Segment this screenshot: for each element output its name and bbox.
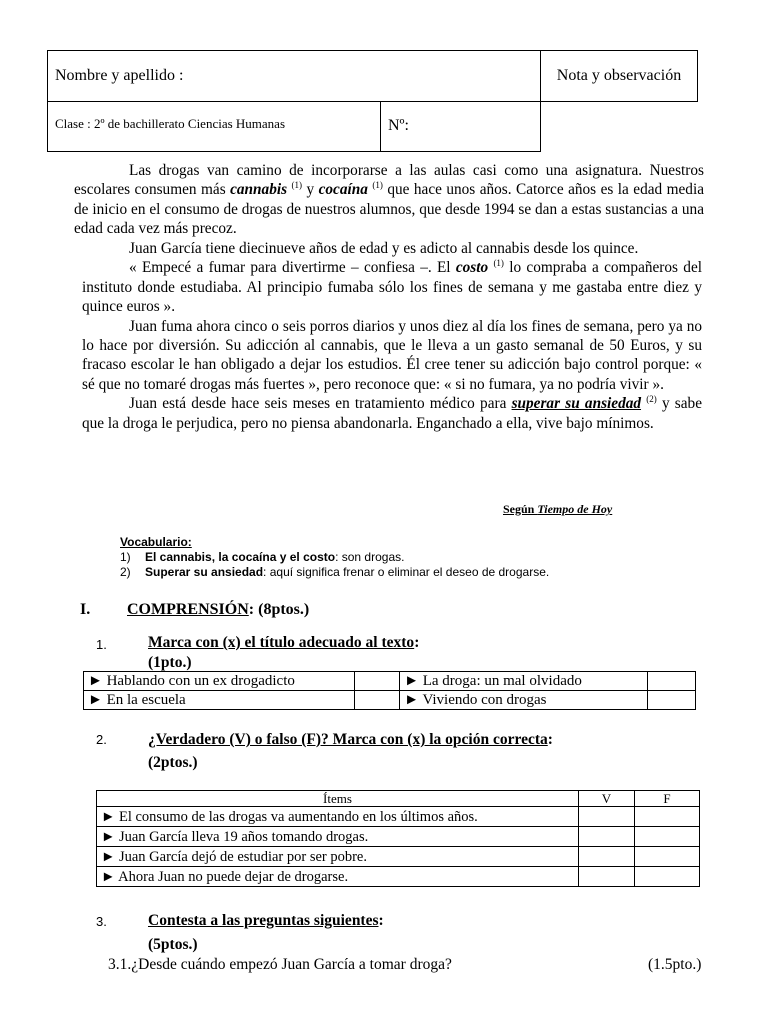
table-row [84, 672, 696, 691]
option-checkbox[interactable] [648, 672, 696, 691]
section-roman: I. [80, 601, 91, 618]
footnote-ref: (1) [493, 258, 504, 269]
paragraph-2: Juan García tiene diecinueve años de edad y es adicto al cannabis desde los quince. [129, 240, 639, 257]
empty-cell [541, 101, 698, 152]
table-row [97, 827, 700, 847]
true-checkbox[interactable] [579, 847, 635, 867]
option-checkbox[interactable] [648, 691, 696, 710]
reading-text-2 [82, 239, 702, 433]
question-3-title: Contesta a las preguntas siguientes: (5ptos.) [148, 912, 384, 953]
statement-cell: ► Juan García lleva 19 años tomando drogas. [97, 827, 579, 847]
source-credit: Según Tiempo de Hoy [503, 502, 613, 516]
reading-text [74, 161, 704, 239]
statement-cell: ► El consumo de las drogas va aumentando en los últimos años. [97, 807, 579, 827]
true-checkbox[interactable] [579, 807, 635, 827]
table-header-row [97, 791, 700, 807]
vocabulary-item: 2) Superar su ansiedad: aquí significa frenar o eliminar el deseo de drogarse. [120, 565, 550, 579]
footnote-ref: (1) [291, 180, 303, 191]
table-row [97, 807, 700, 827]
vocabulary-item: 1) El cannabis, la cocaína y el costo: son drogas. [120, 550, 405, 564]
true-checkbox[interactable] [579, 867, 635, 887]
option-label: ► Hablando con un ex drogadicto [84, 672, 355, 691]
vocabulary-title: Vocabulario: [120, 535, 192, 549]
question-2-title: ¿Verdadero (V) o falso (F)? Marca con (x) la opción correcta: (2ptos.) [148, 731, 553, 771]
question-number: 3. [96, 914, 107, 929]
false-checkbox[interactable] [635, 847, 700, 867]
footnote-ref: (2) [646, 394, 657, 405]
option-checkbox[interactable] [354, 672, 400, 691]
false-checkbox[interactable] [635, 867, 700, 887]
term-superar: superar su ansiedad [511, 395, 642, 413]
name-field[interactable]: Nombre y apellido : [48, 51, 541, 102]
table-row [97, 847, 700, 867]
footnote-ref: (1) [372, 180, 383, 191]
paragraph-5: Juan está desde hace seis meses en tratamiento médico para superar su ansiedad $^{(2)}$ y sabe que la droga le perjudica, pero no piensa abandonarla. Enganchado a ella, vive bajo mínimos. [82, 394, 702, 432]
section-title: COMPRENSIÓN: (8ptos.) [127, 601, 310, 618]
false-checkbox[interactable] [635, 827, 700, 847]
column-header-f: F [635, 791, 700, 807]
term-costo: costo [455, 259, 489, 277]
statement-cell: ► Ahora Juan no puede dejar de drogarse. [97, 867, 579, 887]
question-3-1: 3.1.¿Desde cuándo empezó Juan García a tomar droga? [108, 956, 452, 973]
true-false-table [96, 790, 700, 887]
paragraph-4: Juan fuma ahora cinco o seis porros diarios y unos diez al día los fines de semana, pero ya no lo hace por diversión. Su adicción al cannabis, que le lleva a un gasto semanal de 50 Euros, y su fracaso escolar le han obligado a dejar los estudios. Él cree tener su adicción bajo control porque: « sé que no tomaré drogas más fuertes », pero reconoce que: « si no fumara, ya no podría vivir ». [82, 317, 702, 393]
option-checkbox[interactable] [354, 691, 400, 710]
question-3-1-points: (1.5pto.) [648, 956, 702, 973]
question-1-title: Marca con (x) el título adecuado al texto: (1pto.) [148, 634, 420, 671]
paragraph-1: Las drogas van camino de incorporarse a las aulas casi como una asignatura. Nuestros escolares consumen más cannabis $^{(1)}$ y cocaína $^{(1)}$ que hace unos años. Catorce años es la edad media de inicio en el consumo de drogas de nuestros alumnos, que desde 1994 se dan a estas sustancias a una edad cada vez más precoz. [74, 162, 704, 238]
question-number: 1. [96, 637, 107, 652]
column-header-items: Ítems [97, 791, 579, 807]
term-cocaina: cocaína [318, 181, 368, 199]
false-checkbox[interactable] [635, 807, 700, 827]
true-checkbox[interactable] [579, 827, 635, 847]
table-row [97, 867, 700, 887]
student-header-table [47, 50, 698, 152]
table-row [84, 691, 696, 710]
column-header-v: V [579, 791, 635, 807]
term-cannabis: cannabis [230, 181, 288, 199]
option-label: ► Viviendo con drogas [400, 691, 648, 710]
statement-cell: ► Juan García dejó de estudiar por ser pobre. [97, 847, 579, 867]
number-field[interactable]: Nº: [381, 101, 541, 152]
grade-field[interactable]: Nota y observación [541, 51, 698, 102]
question-number: 2. [96, 732, 107, 747]
vocabulary-box [120, 535, 549, 580]
paragraph-3: « Empecé a fumar para divertirme – confiesa –. El costo $^{(1)}$ lo compraba a compañeros del instituto donde estudiaba. Al principio fumaba sólo los fines de semana y me gastaba entre diez y quince euros ». [82, 258, 702, 316]
title-options-table [83, 671, 696, 710]
option-label: ► La droga: un mal olvidado [400, 672, 648, 691]
class-field: Clase : 2º de bachillerato Ciencias Humanas [48, 101, 381, 152]
option-label: ► En la escuela [84, 691, 355, 710]
